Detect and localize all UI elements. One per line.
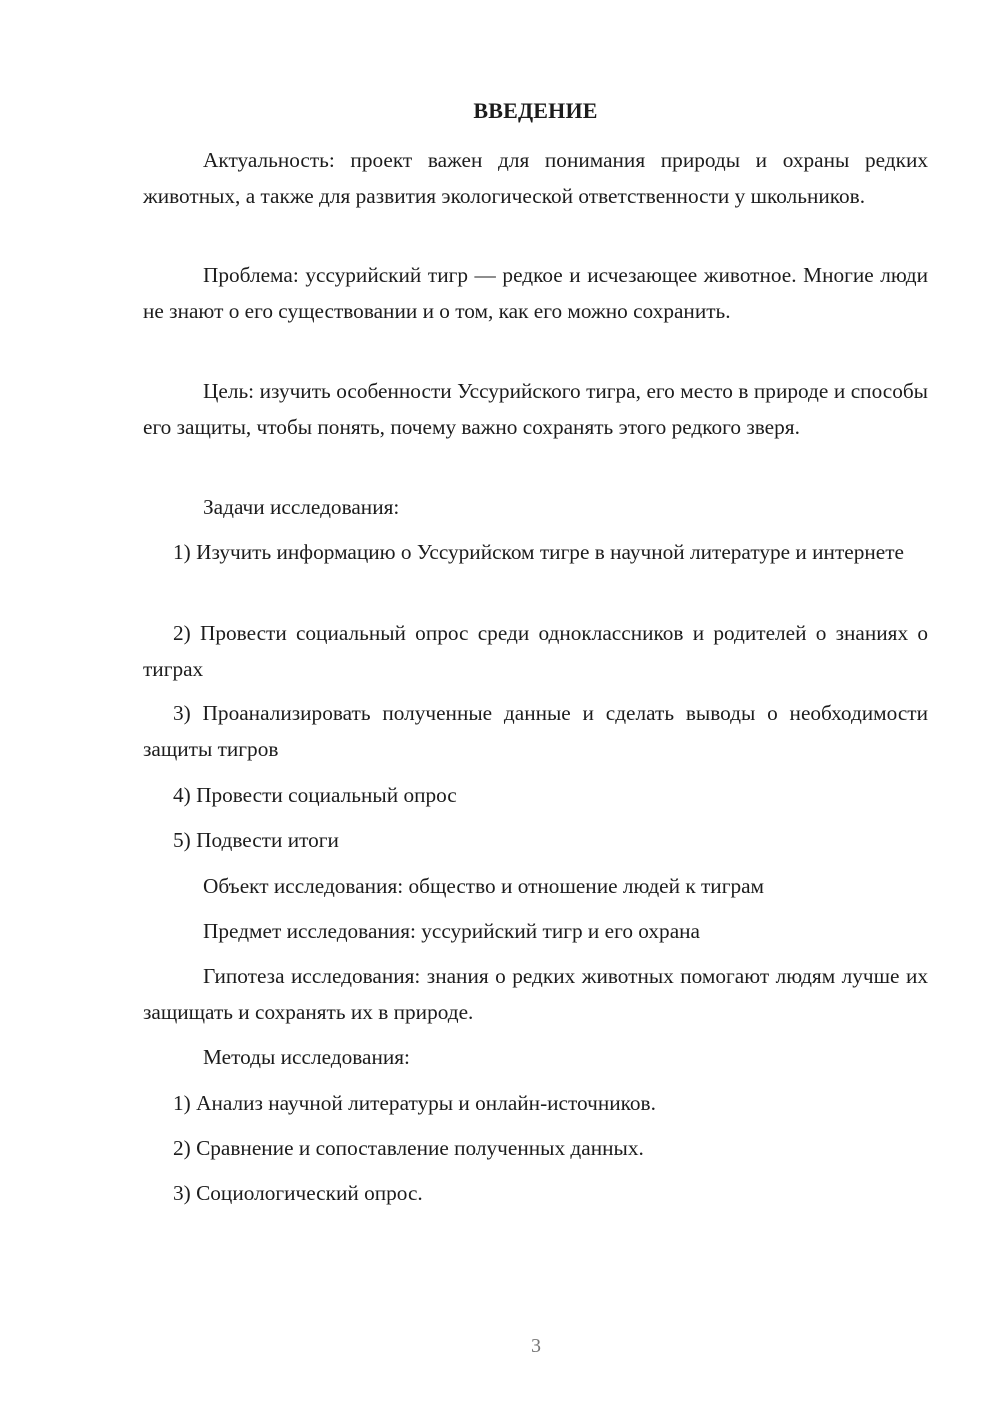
task-item: 4) Провести социальный опрос — [173, 783, 457, 807]
hypothesis-paragraph: Гипотеза исследования: знания о редких животных помогают людям лучше их защищать и сохранять их в природе. — [143, 964, 928, 1024]
subject-line: Предмет исследования: уссурийский тигр и его охрана — [203, 919, 701, 943]
page-title: ВВЕДЕНИЕ — [473, 98, 598, 123]
page-number: 3 — [531, 1335, 541, 1357]
task-item: 2) Провести социальный опрос среди одноклассников и родителей о знаниях о тиграх — [143, 621, 928, 681]
relevance-paragraph: Актуальность: проект важен для понимания природы и охраны редких животных, а также для развития экологической ответственности у школьников. — [143, 148, 928, 208]
task-item: 1) Изучить информацию о Уссурийском тигре в научной литературе и интернете — [173, 540, 904, 564]
methods-heading: Методы исследования: — [203, 1045, 410, 1069]
method-item: 1) Анализ научной литературы и онлайн-источников. — [173, 1091, 656, 1115]
task-item: 5) Подвести итоги — [173, 828, 339, 852]
method-item: 2) Сравнение и сопоставление полученных данных. — [173, 1136, 644, 1160]
goal-paragraph: Цель: изучить особенности Уссурийского тигра, его место в природе и способы его защиты, чтобы понять, почему важно сохранять этого редкого зверя. — [143, 379, 928, 439]
method-item: 3) Социологический опрос. — [173, 1181, 423, 1205]
tasks-heading: Задачи исследования: — [203, 495, 400, 519]
object-line: Объект исследования: общество и отношение людей к тиграм — [203, 874, 765, 898]
task-item: 3) Проанализировать полученные данные и сделать выводы о необходимости защиты тигров — [143, 701, 928, 761]
problem-paragraph: Проблема: уссурийский тигр — редкое и исчезающее животное. Многие люди не знают о его существовании и о том, как его можно сохранить. — [143, 263, 928, 323]
